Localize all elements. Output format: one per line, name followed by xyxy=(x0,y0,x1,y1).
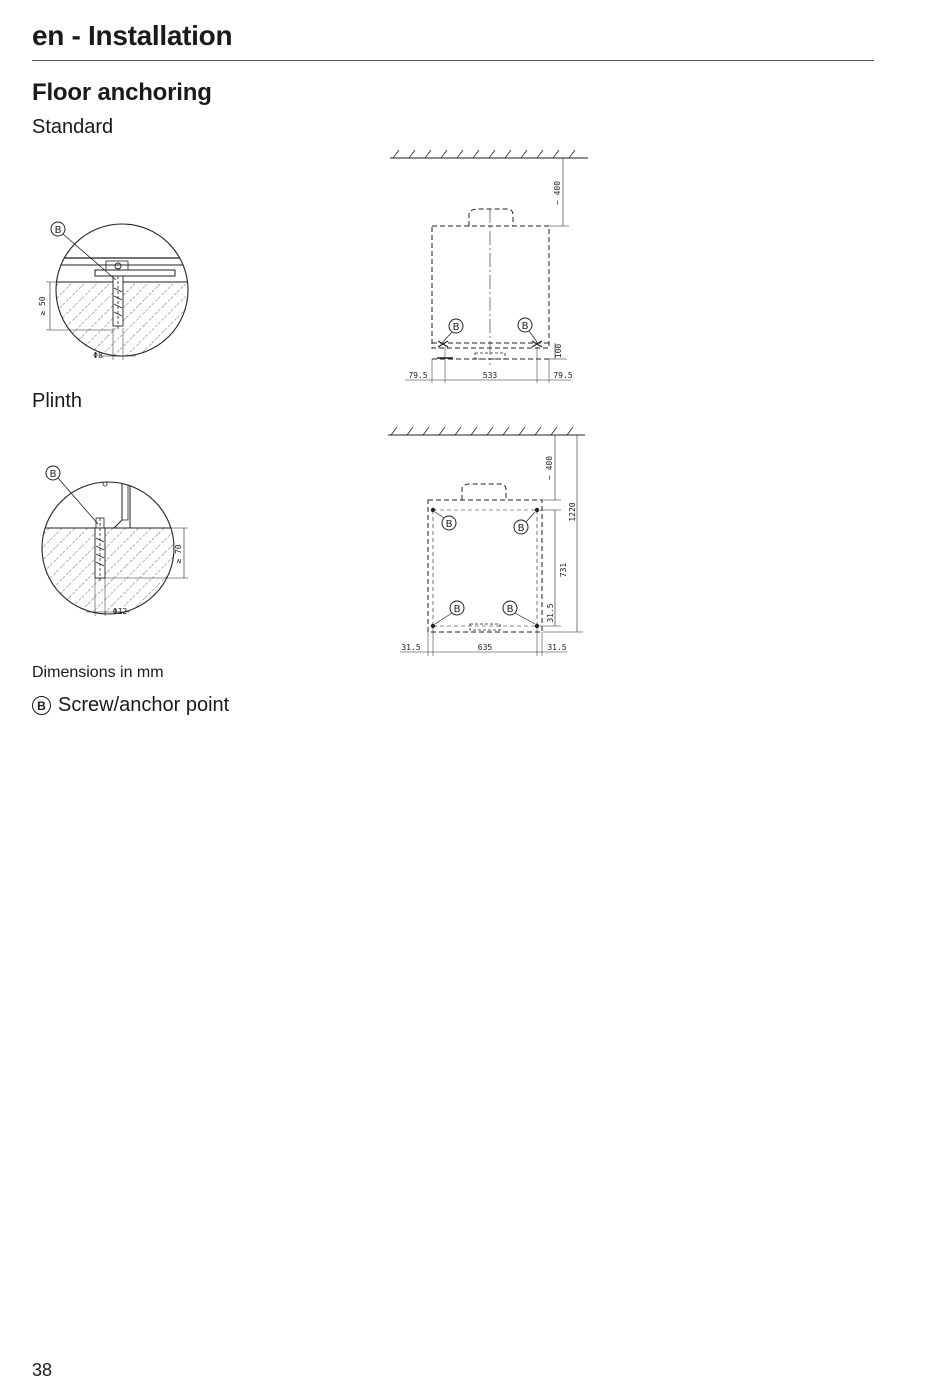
detail-depth-label: ≥ 50 xyxy=(38,296,47,316)
section-title: Floor anchoring xyxy=(32,79,212,106)
wall-clearance-label: ~ 400 xyxy=(553,180,562,206)
plinth-vertical-span-label: 731 xyxy=(559,562,568,578)
anchor-span-label: 533 xyxy=(482,371,498,380)
plinth-total-height-label: 1220 xyxy=(568,502,577,522)
dimensions-note: Dimensions in mm xyxy=(32,664,164,681)
front-marker-b-right: B xyxy=(521,321,529,332)
plinth-anchor-span-label: 635 xyxy=(477,643,493,652)
header-divider xyxy=(32,60,874,61)
plinth-drill-label: Φ12 xyxy=(112,607,128,616)
left-offset-label: 79.5 xyxy=(408,371,428,380)
detail-drill-label: Φ8 xyxy=(93,351,103,360)
subheading-standard: Standard xyxy=(32,116,114,138)
standard-detail-drawing xyxy=(30,210,200,370)
page-number: 38 xyxy=(32,1360,53,1380)
front-marker-b-left: B xyxy=(452,322,460,333)
subheading-plinth: Plinth xyxy=(32,390,83,412)
detail-marker-b: B xyxy=(54,225,62,236)
anchor-point-marker-icon: B xyxy=(32,696,51,715)
right-offset-label: 79.5 xyxy=(553,371,573,380)
plinth-detail-drawing xyxy=(30,458,200,623)
foot-height-label: 100 xyxy=(554,343,563,359)
legend-text: Screw/anchor point xyxy=(58,694,230,716)
plinth-wall-clearance-label: ~ 400 xyxy=(545,455,554,481)
plinth-detail-marker-b: B xyxy=(49,469,57,480)
plinth-marker-b-top-left: B xyxy=(445,519,453,530)
plinth-marker-b-top-right: B xyxy=(517,523,525,534)
plinth-depth-label: ≥ 70 xyxy=(174,544,183,564)
plinth-marker-b-bottom-left: B xyxy=(453,604,461,615)
plinth-bottom-offset-label: 31.5 xyxy=(546,603,555,623)
plinth-right-offset-label: 31.5 xyxy=(547,643,567,652)
legend-item xyxy=(32,694,229,717)
page-header-title: en - Installation xyxy=(32,20,233,51)
plinth-marker-b-bottom-right: B xyxy=(506,604,514,615)
standard-front-drawing xyxy=(385,143,595,388)
plinth-front-drawing xyxy=(385,420,595,660)
plinth-left-offset-label: 31.5 xyxy=(401,643,421,652)
